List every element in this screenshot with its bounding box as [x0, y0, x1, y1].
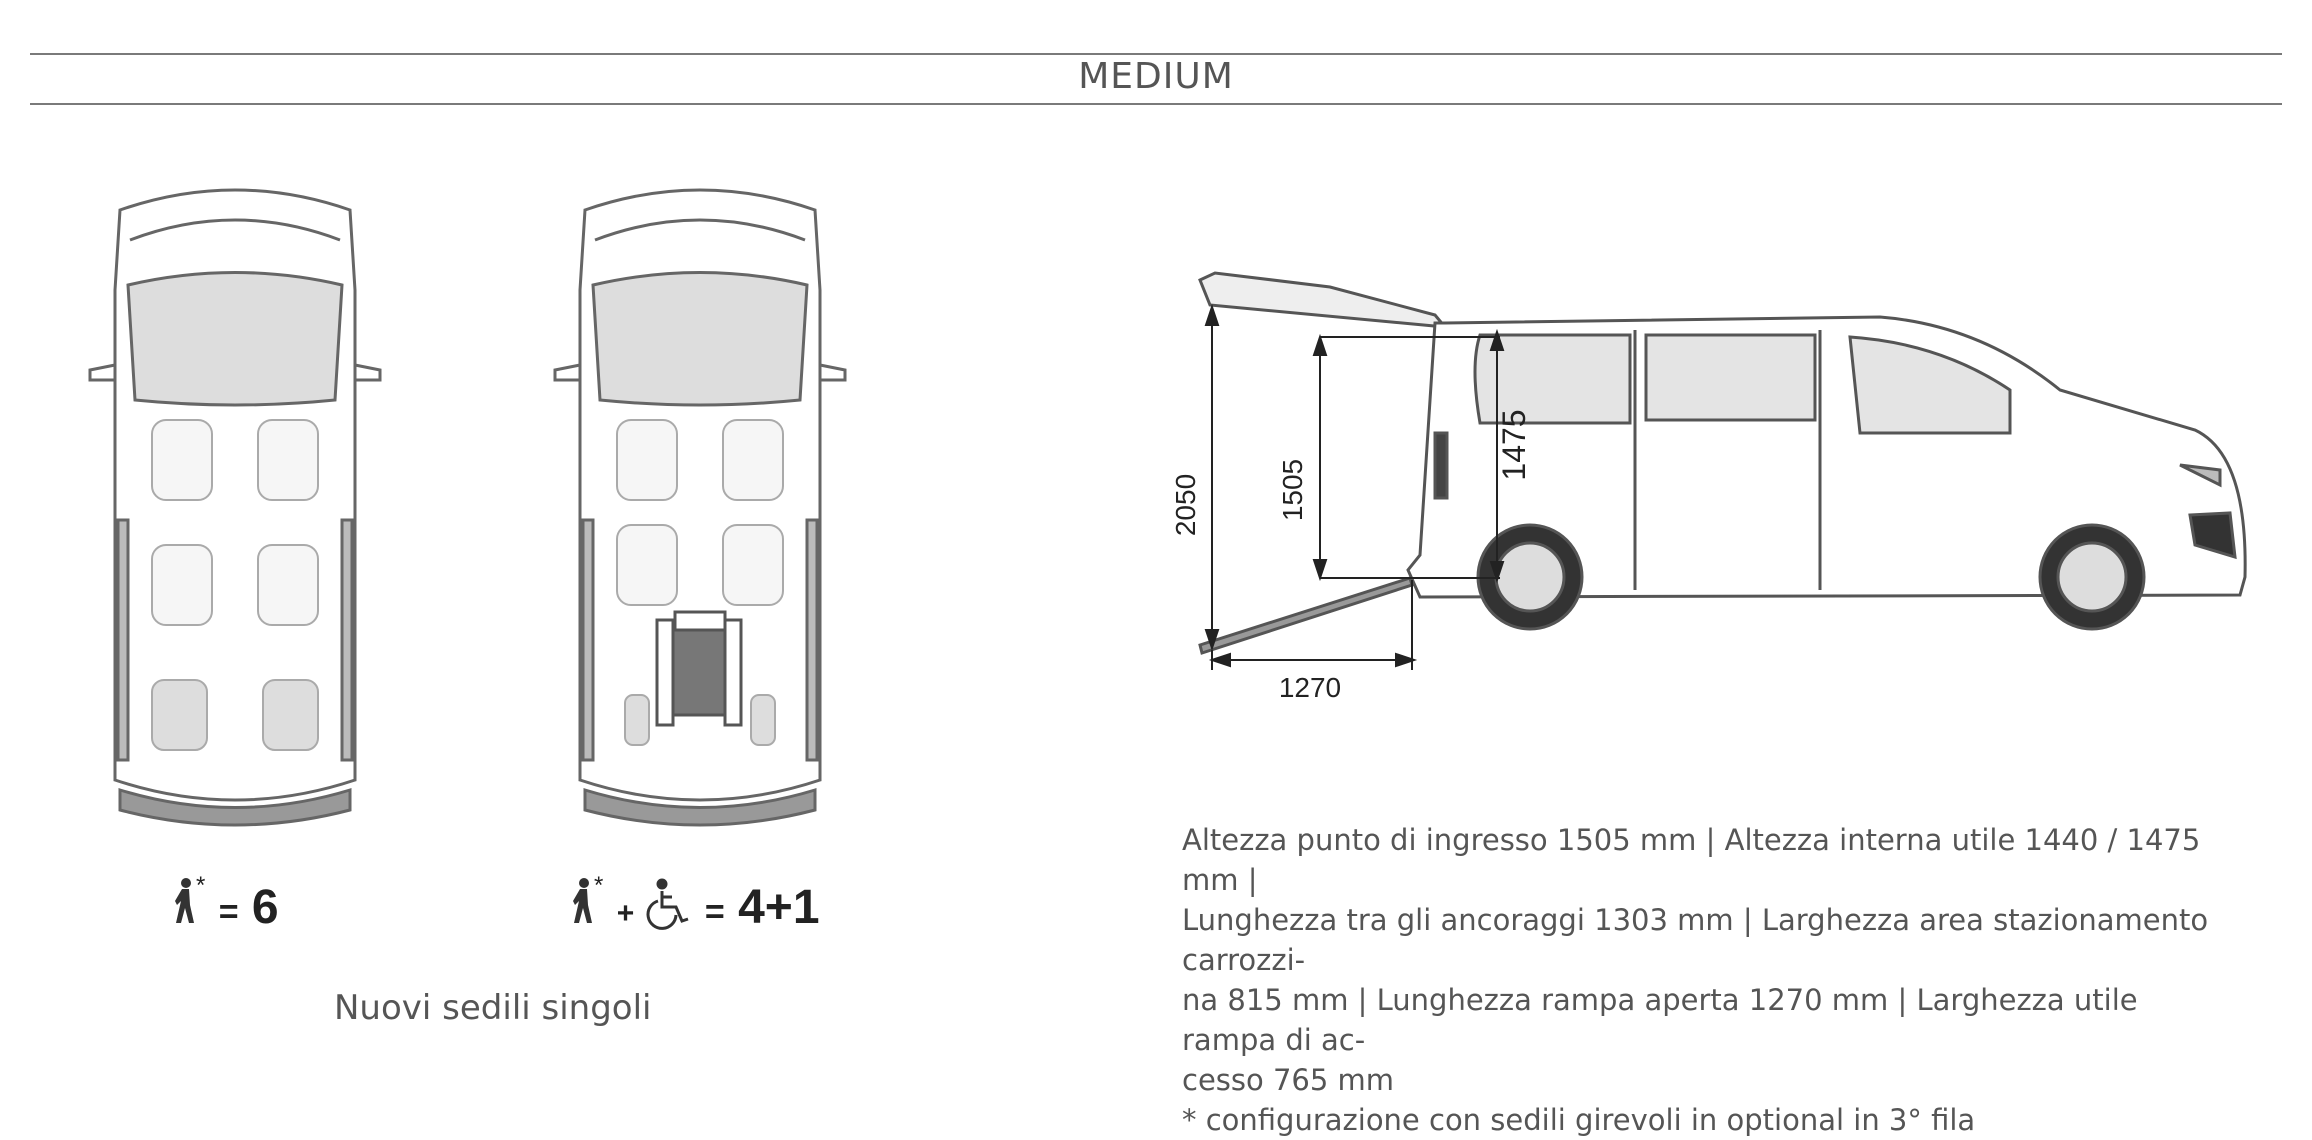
dimension-interior-height: 1475: [1496, 409, 1532, 481]
dimension-total-height: 2050: [1170, 473, 1201, 537]
walking-person-icon: [570, 877, 594, 927]
walking-person-icon: [172, 877, 196, 927]
formula-operator: =: [704, 893, 725, 931]
van-side-view: [1170, 265, 2260, 703]
footnote: * configurazione con sedili girevoli in optional in 3° fila: [1182, 1103, 1976, 1137]
spec-line: Lunghezza tra gli ancoraggi 1303 mm | Larghezza area stazionamento carrozzi-: [1182, 903, 2209, 977]
wheelchair-user-icon: [648, 879, 692, 929]
top-divider: [30, 53, 2282, 55]
asterisk: *: [594, 872, 604, 899]
asterisk: *: [196, 872, 206, 899]
plus-sign: +: [616, 897, 635, 930]
seat-count: 4+1: [738, 881, 820, 934]
formula-operator: =: [218, 893, 239, 931]
seat-count: 6: [251, 881, 279, 934]
seating-formula-4-plus-1: [570, 872, 820, 935]
dimension-ramp-length: 1270: [1278, 672, 1342, 703]
page-title: MEDIUM: [1078, 56, 1234, 97]
spec-line: Altezza punto di ingresso 1505 mm | Altezza interna utile 1440 / 1475 mm |: [1182, 823, 2201, 897]
title-divider: [30, 103, 2282, 105]
van-top-view-wheelchair: [545, 180, 855, 840]
specs-description: [1182, 820, 2227, 1140]
seat-caption: Nuovi sedili singoli: [334, 988, 652, 1028]
seating-formula-6: [172, 872, 279, 935]
wheelchair-icon: [657, 612, 741, 725]
dimension-entry-height: 1505: [1277, 458, 1308, 522]
van-top-view-6-seats: [80, 180, 390, 840]
spec-line: na 815 mm | Lunghezza rampa aperta 1270 mm | Larghezza utile rampa di ac-: [1182, 983, 2138, 1057]
spec-line: cesso 765 mm: [1182, 1063, 1395, 1097]
